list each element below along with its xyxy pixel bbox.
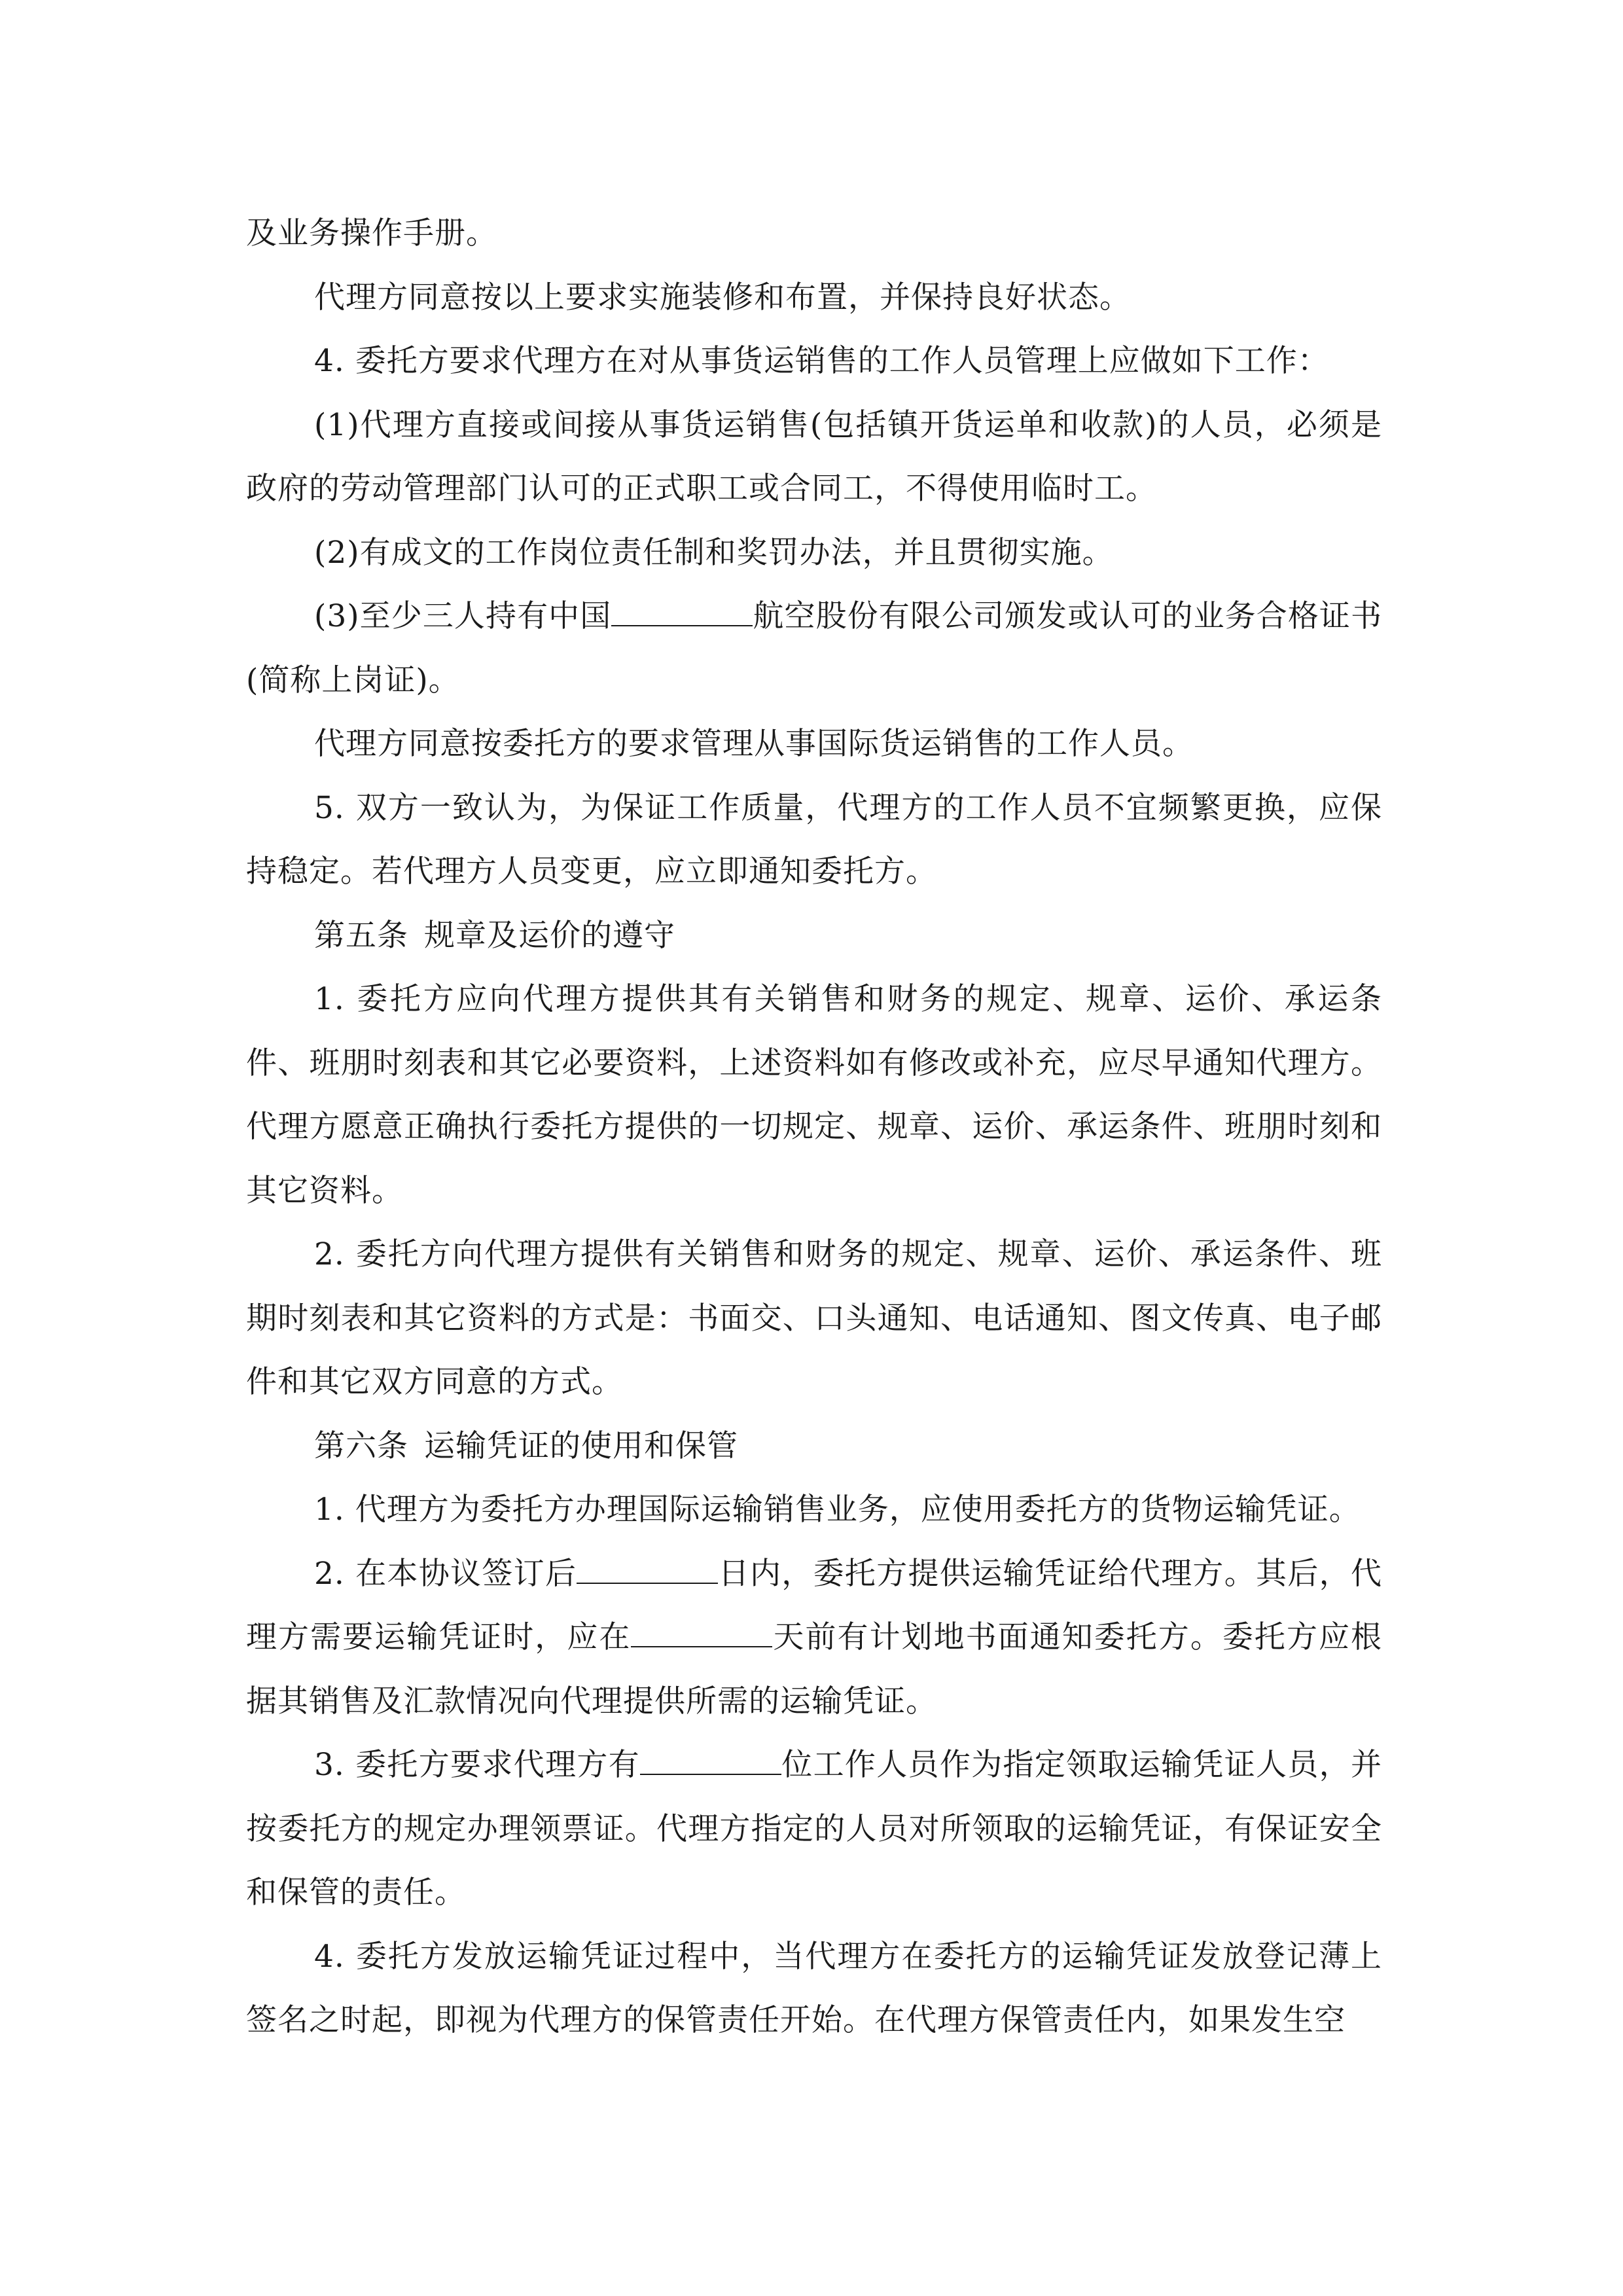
paragraph bbox=[246, 266, 1382, 330]
paragraph-text: 代理方同意按委托方的要求管理从事国际货运销售的工作人员。 bbox=[314, 726, 1194, 762]
article-number: 第六条 bbox=[314, 1427, 408, 1464]
paragraph bbox=[246, 776, 1382, 904]
paragraph-text: 天前有计划地书面通知委托方。委托方应根据其销售及汇款情况向代理提供所需的运输凭证。 bbox=[246, 1619, 1383, 1719]
paragraph-text: 3. 委托方要求代理方有 bbox=[314, 1747, 640, 1783]
fill-in-blank bbox=[631, 1620, 772, 1647]
paragraph-text: (1)代理方直接或间接从事货运销售(包括镇开货运单和收款)的人员，必须是政府的劳动管理部门认可的正式职工或合同工，不得使用临时工。 bbox=[246, 406, 1382, 507]
paragraph-text: (2)有成文的工作岗位责任制和奖罚办法，并且贯彻实施。 bbox=[314, 534, 1114, 571]
paragraph bbox=[246, 329, 1382, 393]
article-heading bbox=[246, 1414, 1382, 1479]
fill-in-blank bbox=[577, 1556, 718, 1584]
paragraph-text: 4. 委托方发放运输凭证过程中，当代理方在委托方的运输凭证发放登记薄上签名之时起，即视为代理方的保管责任开始。在代理方保管责任内，如果发生空 bbox=[246, 1938, 1382, 2038]
paragraph bbox=[246, 1733, 1382, 1925]
paragraph-text: (3)至少三人持有中国 bbox=[314, 598, 612, 634]
article-number: 第五条 bbox=[314, 917, 408, 954]
article-title: 规章及运价的遵守 bbox=[424, 917, 675, 954]
paragraph-text: 位工作人员作为指定领取运输凭证人员，并按委托方的规定办理领票证。代理方指定的人员对所领取的运输凭证，有保证安全和保管的责任。 bbox=[246, 1747, 1382, 1910]
paragraph-text: 2. 委托方向代理方提供有关销售和财务的规定、规章、运价、承运条件、班期时刻表和其它资料的方式是：书面交、口头通知、电话通知、图文传真、电子邮件和其它双方同意的方式。 bbox=[246, 1236, 1382, 1400]
paragraph-text: 日内，委托方提供运输凭证给代理方。其后，代理方需要运输凭证时，应在 bbox=[246, 1555, 1382, 1655]
fill-in-blank bbox=[640, 1748, 781, 1775]
paragraph bbox=[246, 1542, 1382, 1734]
paragraph-text: 1. 代理方为委托方办理国际运输销售业务，应使用委托方的货物运输凭证。 bbox=[314, 1492, 1361, 1528]
article-title: 运输凭证的使用和保管 bbox=[424, 1427, 738, 1464]
paragraph bbox=[246, 712, 1382, 776]
paragraph bbox=[246, 1478, 1382, 1542]
paragraph bbox=[246, 202, 1382, 266]
paragraph bbox=[246, 521, 1382, 585]
paragraph bbox=[246, 584, 1382, 712]
paragraph bbox=[246, 1223, 1382, 1414]
paragraph bbox=[246, 967, 1382, 1223]
paragraph-text: 1. 委托方应向代理方提供其有关销售和财务的规定、规章、运价、承运条件、班朋时刻表和其它必要资料，上述资料如有修改或补充，应尽早通知代理方。代理方愿意正确执行委托方提供的一切规定、规章、运价、承运条件、班朋时刻和其它资料。 bbox=[246, 981, 1382, 1209]
fill-in-blank bbox=[611, 599, 753, 626]
paragraph bbox=[246, 393, 1382, 521]
paragraph-text: 4. 委托方要求代理方在对从事货运销售的工作人员管理上应做如下工作： bbox=[314, 343, 1329, 379]
paragraph-text: 及业务操作手册。 bbox=[246, 215, 497, 251]
document-body bbox=[246, 202, 1382, 2053]
paragraph-text: 5. 双方一致认为，为保证工作质量，代理方的工作人员不宜频繁更换，应保持稳定。若代理方人员变更，应立即通知委托方。 bbox=[246, 789, 1382, 889]
paragraph-text: 代理方同意按以上要求实施装修和布置，并保持良好状态。 bbox=[314, 279, 1131, 315]
paragraph bbox=[246, 1925, 1382, 2053]
paragraph-text: 2. 在本协议签订后 bbox=[314, 1555, 577, 1592]
paragraph-text: 航空股份有限公司颁发或认可的业务合格证书(简称上岗证)。 bbox=[246, 598, 1382, 698]
article-heading bbox=[246, 904, 1382, 968]
